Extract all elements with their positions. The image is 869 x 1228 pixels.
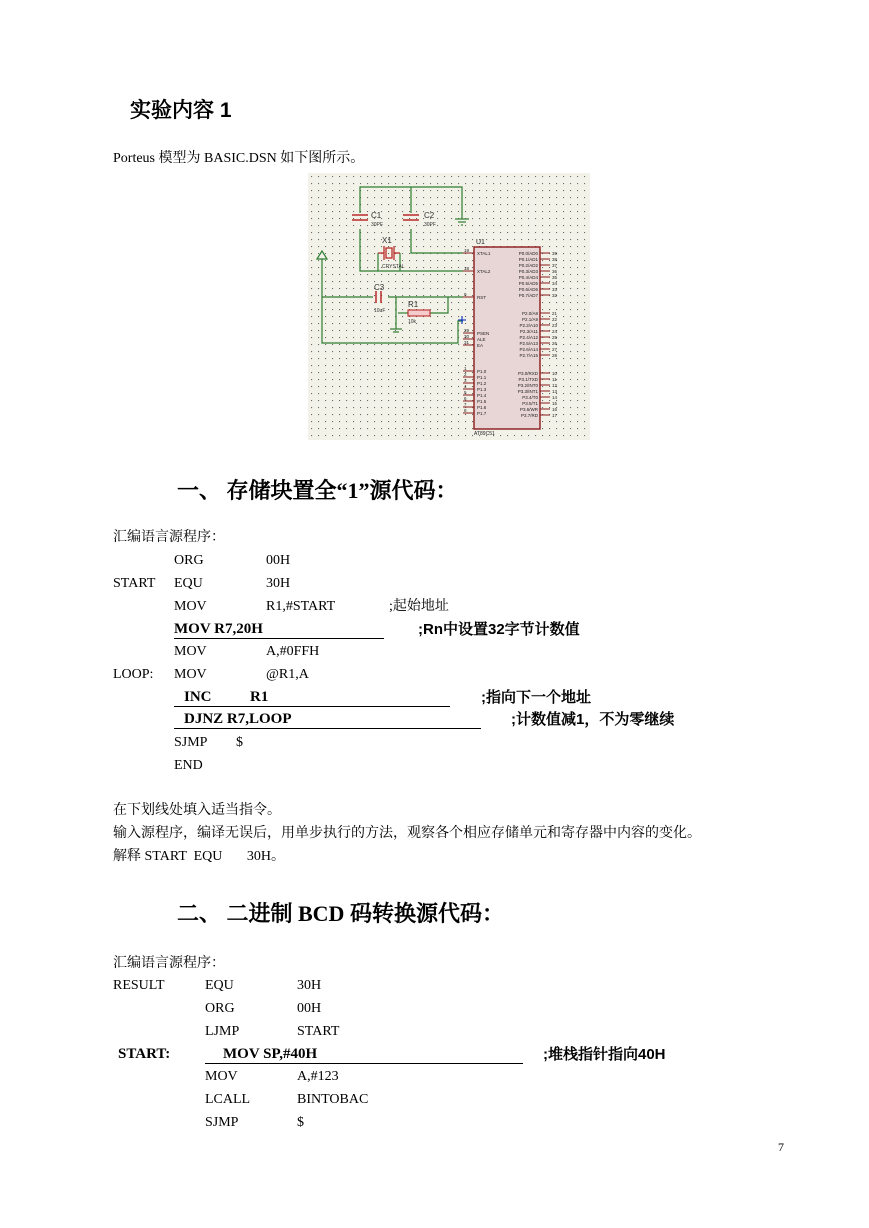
pin-label: P2.3/A11 xyxy=(519,329,538,334)
pin-label: RST xyxy=(477,295,486,300)
schematic-figure xyxy=(308,173,590,440)
code-label-bold: START: xyxy=(118,1046,171,1062)
pin-number: 3 xyxy=(464,378,467,383)
code-comment-bold: ;Rn中设置32字节计数值 xyxy=(418,621,580,638)
code-op: MOV xyxy=(174,599,207,614)
section2-program-label: 汇编语言源程序： xyxy=(113,956,225,971)
pin-number: 35 xyxy=(552,275,558,280)
pin-number: 17 xyxy=(552,413,558,418)
pin-number: 1 xyxy=(464,366,467,371)
u1-label: U1 xyxy=(476,239,485,246)
x1-label: X1 xyxy=(382,236,392,245)
pin-number: 22 xyxy=(552,317,558,322)
pin-number: 16 xyxy=(552,407,558,412)
pin-label: P1.6 xyxy=(477,405,487,410)
pin-label: P0.0/AD0 xyxy=(518,251,538,256)
section1-heading: 一、 存储块置全“1”源代码： xyxy=(177,478,458,503)
c2-value: 30PF xyxy=(424,222,436,228)
pin-label: P3.2/INT0 xyxy=(517,383,538,388)
pin-label: P0.6/AD6 xyxy=(518,287,538,292)
pin-number: 12 xyxy=(552,383,558,388)
pin-number: 25 xyxy=(552,335,558,340)
pin-label: P0.4/AD4 xyxy=(518,275,538,280)
pin-label: P1.5 xyxy=(477,399,487,404)
pin-number: 7 xyxy=(464,402,467,407)
pin-label: P2.6/A14 xyxy=(519,347,538,352)
pin-number: 38 xyxy=(552,257,558,262)
pin-number: 8 xyxy=(464,408,467,413)
pin-number: 31 xyxy=(464,340,470,345)
pin-label: P1.2 xyxy=(477,381,487,386)
pin-label: P2.7/A15 xyxy=(519,353,538,358)
pin-number: 37 xyxy=(552,263,558,268)
code-label: START xyxy=(113,576,156,591)
c3-value: 10uF xyxy=(374,308,386,314)
pin-number: 18 xyxy=(464,266,470,271)
code-arg: 00H xyxy=(297,1001,322,1016)
pin-label: P2.5/A13 xyxy=(519,341,538,346)
code-arg: $ xyxy=(297,1115,304,1130)
pin-label: XTAL1 xyxy=(477,251,491,256)
code-op-bold: DJNZ R7,LOOP xyxy=(184,711,292,727)
pin-number: 33 xyxy=(552,287,558,292)
code-arg: R1,#START xyxy=(266,599,336,614)
pin-label: P3.0/RXD xyxy=(517,371,538,376)
code-op: MOV xyxy=(174,667,207,682)
pin-label: P3.3/INT1 xyxy=(517,389,538,394)
r1-value: 10k xyxy=(408,319,417,325)
pin-number: 4 xyxy=(464,384,467,389)
pin-label: P0.7/AD7 xyxy=(518,293,538,298)
code-op: END xyxy=(174,758,203,773)
page-number: 7 xyxy=(778,1140,784,1154)
page-title: 实验内容 1 xyxy=(130,99,232,122)
pin-number: 19 xyxy=(464,248,470,253)
pin-number: 28 xyxy=(552,353,558,358)
code-arg: $ xyxy=(236,735,243,750)
code-arg: 00H xyxy=(266,553,291,568)
code-arg: 30H xyxy=(266,576,291,591)
pin-label: P3.1/TXD xyxy=(518,377,538,382)
c3-label: C3 xyxy=(374,283,385,292)
pin-label: P1.0 xyxy=(477,369,487,374)
code-op-bold: MOV SP,#40H xyxy=(223,1046,318,1062)
pin-number: 13 xyxy=(552,389,558,394)
code-op: LCALL xyxy=(205,1092,251,1107)
code-comment: ;起始地址 xyxy=(389,599,449,614)
x1-value: CRYSTAL xyxy=(382,264,405,270)
pin-label: PSEN xyxy=(477,331,490,336)
code-op: ORG xyxy=(174,553,204,568)
pin-number: 6 xyxy=(464,396,467,401)
pin-number: 9 xyxy=(464,292,467,297)
pin-label: P2.0/A8 xyxy=(521,311,538,316)
pin-number: 2 xyxy=(464,372,467,377)
c2-label: C2 xyxy=(424,211,435,220)
note-2: 输入源程序，编译无误后，用单步执行的方法，观察各个相应存储单元和寄存器中内容的变化。 xyxy=(113,826,701,841)
code-comment-bold: ;堆栈指针指向40H xyxy=(543,1046,666,1063)
pin-label: P3.4/T0 xyxy=(522,395,538,400)
pin-number: 23 xyxy=(552,323,558,328)
pin-number: 27 xyxy=(552,347,558,352)
section1-program-label: 汇编语言源程序： xyxy=(113,530,225,545)
answer-blank-2 xyxy=(174,688,450,707)
code-op: MOV xyxy=(205,1069,238,1084)
pin-number: 21 xyxy=(552,311,558,316)
code-arg-bold: R1 xyxy=(250,689,269,705)
pin-label: P1.4 xyxy=(477,393,487,398)
code-comment-bold: ;指向下一个地址 xyxy=(481,689,591,706)
code-op: SJMP xyxy=(174,735,208,750)
pin-label: P1.7 xyxy=(477,411,487,416)
code-arg: START xyxy=(297,1024,340,1039)
pin-label: P0.3/AD3 xyxy=(518,269,538,274)
code-op: SJMP xyxy=(205,1115,239,1130)
r1-label: R1 xyxy=(408,300,419,309)
pin-label: P3.7/RD xyxy=(520,413,538,418)
pin-label: P3.6/WR xyxy=(519,407,538,412)
code-op: ORG xyxy=(205,1001,235,1016)
intro-text: Porteus 模型为 BASIC.DSN 如下图所示。 xyxy=(113,151,365,166)
code-label: LOOP: xyxy=(113,667,154,682)
pin-number: 26 xyxy=(552,341,558,346)
code-label: RESULT xyxy=(113,978,165,993)
c1-label: C1 xyxy=(371,211,382,220)
right-pins xyxy=(518,251,558,418)
code-arg: @R1,A xyxy=(266,667,309,682)
pin-number: 30 xyxy=(464,334,470,339)
pin-label: P0.5/AD5 xyxy=(518,281,538,286)
pin-label: P2.2/A10 xyxy=(519,323,538,328)
c1-value: 30PF xyxy=(371,222,383,228)
pin-label: P1.3 xyxy=(477,387,487,392)
code-op-bold: INC xyxy=(184,689,212,705)
pin-number: 15 xyxy=(552,401,558,406)
section2-heading: 二、 二进制 BCD 码转换源代码： xyxy=(177,901,504,926)
pin-number: 34 xyxy=(552,281,558,286)
note-1: 在下划线处填入适当指令。 xyxy=(113,803,281,818)
pin-number: 5 xyxy=(464,390,467,395)
pin-number: 39 xyxy=(552,251,558,256)
code-comment-bold: ;计数值减1，不为零继续 xyxy=(511,711,675,728)
pin-number: 29 xyxy=(464,328,470,333)
code-op: EQU xyxy=(205,978,234,993)
code-arg: 30H xyxy=(297,978,322,993)
resistor-r1 xyxy=(408,310,430,316)
pin-number: 36 xyxy=(552,269,558,274)
pin-label: XTAL2 xyxy=(477,269,491,274)
pin-label: P2.4/A12 xyxy=(519,335,538,340)
pin-number: 14 xyxy=(552,395,558,400)
code-op: MOV xyxy=(174,644,207,659)
pin-label: P2.1/A9 xyxy=(521,317,538,322)
pin-label: P0.2/AD2 xyxy=(518,263,538,268)
code-op: EQU xyxy=(174,576,203,591)
code-op: LJMP xyxy=(205,1024,240,1039)
pin-number: 11 xyxy=(552,377,557,382)
pin-number: 24 xyxy=(552,329,558,334)
answer-blank-1: MOV R7,20H xyxy=(174,620,384,639)
pin-label: EA xyxy=(477,343,484,348)
pin-number: 10 xyxy=(552,371,558,376)
code-arg: A,#0FFH xyxy=(266,644,320,659)
note-3: 解释 START EQU 30H。 xyxy=(113,849,286,864)
code-arg: BINTOBAC xyxy=(297,1092,369,1107)
pin-label: ALE xyxy=(477,337,486,342)
u1-part: AT89C51 xyxy=(474,431,495,437)
pin-label: P0.1/AD1 xyxy=(518,257,538,262)
pin-number: 32 xyxy=(552,293,558,298)
pin-label: P3.5/T1 xyxy=(522,401,538,406)
code-arg: A,#123 xyxy=(297,1069,339,1084)
pin-label: P1.1 xyxy=(477,375,487,380)
